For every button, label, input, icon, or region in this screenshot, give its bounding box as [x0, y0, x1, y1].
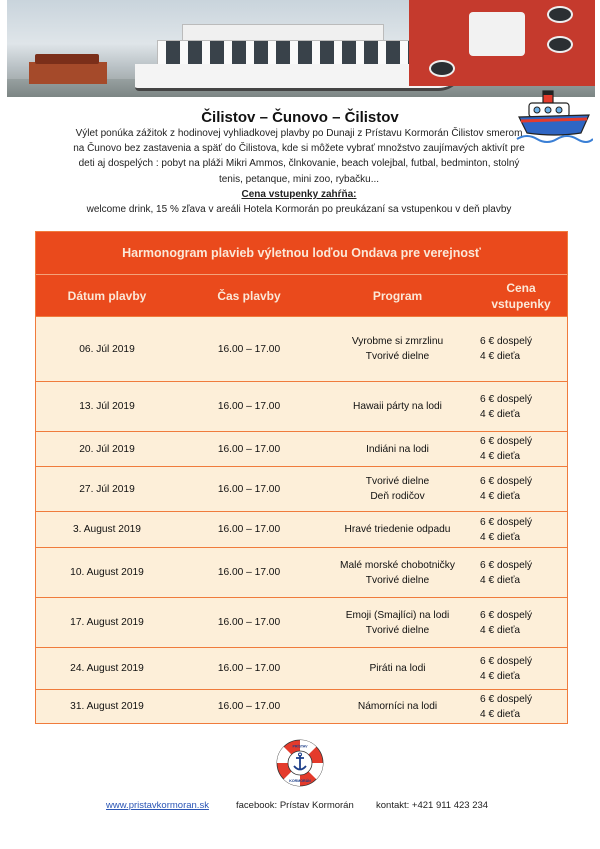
program-line: Námorníci na lodi	[357, 701, 438, 712]
cell-program	[320, 699, 475, 714]
cell-price	[475, 334, 567, 364]
cell-program	[320, 608, 475, 638]
table-row	[36, 647, 567, 689]
cell-price	[475, 692, 567, 722]
table-row	[36, 316, 567, 381]
table-header	[36, 275, 567, 316]
price-child: 4 € dieťa	[480, 351, 521, 362]
price-child: 4 € dieťa	[480, 408, 521, 420]
price-adult: 6 € dospelý	[480, 476, 533, 487]
ship-sign	[469, 12, 525, 56]
cell-time: 16.00 – 17.00	[217, 483, 281, 495]
price-adult: 6 € dospelý	[480, 393, 533, 405]
price-child: 4 € dieťa	[480, 708, 521, 720]
program-line: Malé morské chobotničky	[340, 559, 455, 571]
cell-price	[475, 392, 567, 422]
cell-price	[475, 434, 567, 464]
price-child: 4 € dieťa	[480, 670, 521, 682]
program-line: Indiáni na lodi	[366, 443, 429, 455]
cell-time: 16.00 – 17.00	[217, 617, 281, 628]
program-line: Hawaii párty na lodi	[353, 401, 442, 412]
cell-program	[320, 474, 475, 504]
red-ship-building	[409, 0, 595, 86]
header-date: Dátum plavby	[67, 288, 147, 303]
cell-price	[475, 608, 567, 638]
price-adult: 6 € dospelý	[480, 559, 533, 571]
price-child: 4 € dieťa	[480, 531, 521, 543]
table-row	[36, 466, 567, 511]
table-row	[36, 689, 567, 723]
price-adult: 6 € dospelý	[480, 436, 533, 447]
red-pier-building	[29, 62, 107, 84]
program-line: Deň rodičov	[370, 491, 425, 502]
logo-top-text: PRÍSTAV	[292, 744, 308, 749]
cell-date: 17. August 2019	[70, 617, 144, 628]
cell-date: 31. August 2019	[70, 701, 144, 712]
table-row	[36, 547, 567, 597]
cell-time: 16.00 – 17.00	[217, 401, 281, 412]
facebook-text: facebook: Prístav Kormorán	[236, 800, 354, 811]
intro-line: tenis, petanque, mini zoo, rybačku...	[218, 173, 380, 185]
porthole	[547, 36, 573, 53]
header-photo	[7, 0, 595, 97]
cell-program	[320, 442, 475, 457]
porthole	[547, 6, 573, 23]
table-caption: Harmonogram plavieb výletnou loďou Ondava pre verejnosť	[36, 232, 567, 275]
intro-line: na Čunovo bez zastavenia a späť do Čilistova, kde si môžete vybrať množstvo zaujímavých aktivít pre	[73, 143, 525, 155]
price-adult: 6 € dospelý	[480, 655, 533, 667]
price-child: 4 € dieťa	[480, 624, 521, 636]
cell-program	[320, 399, 475, 414]
table-row	[36, 381, 567, 431]
cell-program	[320, 334, 475, 364]
cell-program	[320, 558, 475, 588]
cell-date: 20. Júl 2019	[79, 443, 135, 455]
program-line: Tvorivé dielne	[365, 476, 430, 487]
porthole	[429, 60, 455, 77]
intro-line: Výlet ponúka zážitok z hodinovej vyhliadkovej plavby po Dunaji z Prístavu Kormorán Čilistov smerom	[75, 128, 523, 139]
price-child: 4 € dieťa	[480, 451, 521, 462]
cell-price	[475, 515, 567, 545]
program-line: Tvorivé dielne	[365, 574, 430, 586]
table-row	[36, 597, 567, 647]
header-price: Cena vstupenky	[491, 280, 551, 311]
header-program: Program	[372, 288, 423, 303]
cell-time: 16.00 – 17.00	[217, 663, 281, 674]
ticket-heading: Cena vstupenky zahŕňa:	[241, 188, 357, 200]
logo-bottom-text: KORMORÁN	[289, 779, 311, 783]
cell-time: 16.00 – 17.00	[217, 524, 281, 535]
price-child: 4 € dieťa	[480, 574, 521, 586]
header-time: Čas plavby	[217, 288, 281, 303]
intro-text	[62, 126, 536, 217]
cell-time: 16.00 – 17.00	[217, 343, 281, 355]
cell-price	[475, 654, 567, 684]
table-row	[36, 431, 567, 466]
cell-price	[475, 474, 567, 504]
schedule-table	[35, 231, 568, 724]
cell-date: 13. Júl 2019	[79, 401, 135, 412]
kormoran-logo-icon	[275, 738, 325, 788]
program-line: Emoji (Smajlíci) na lodi	[345, 609, 450, 621]
cell-program	[320, 661, 475, 676]
cell-price	[475, 558, 567, 588]
website-link[interactable]: www.pristavkormoran.sk	[106, 800, 209, 811]
program-line: Tvorivé dielne	[365, 624, 430, 636]
cell-date: 10. August 2019	[70, 567, 144, 578]
cell-date: 06. Júl 2019	[79, 343, 135, 355]
program-line: Piráti na lodi	[369, 663, 426, 674]
contact-text: kontakt: +421 911 423 234	[376, 800, 489, 811]
cell-date: 24. August 2019	[70, 663, 144, 674]
cell-time: 16.00 – 17.00	[217, 701, 281, 712]
cell-program	[320, 522, 475, 537]
cell-time: 16.00 – 17.00	[217, 443, 281, 455]
program-line: Hravé triedenie odpadu	[344, 524, 451, 535]
price-adult: 6 € dospelý	[480, 693, 533, 705]
price-adult: 6 € dospelý	[480, 336, 533, 347]
cell-date: 27. Júl 2019	[79, 483, 135, 495]
price-adult: 6 € dospelý	[480, 516, 533, 528]
program-line: Tvorivé dielne	[365, 351, 430, 362]
table-row	[36, 511, 567, 547]
price-child: 4 € dieťa	[480, 491, 521, 502]
page-title: Čilistov – Čunovo – Čilistov	[201, 109, 399, 126]
cell-time: 16.00 – 17.00	[217, 567, 281, 578]
ticket-line: welcome drink, 15 % zľava v areáli Hotela Kormorán po preukázaní sa vstupenkou v deň plavby	[86, 204, 512, 216]
price-adult: 6 € dospelý	[480, 609, 533, 621]
program-line: Vyrobme si zmrzlinu	[351, 336, 444, 347]
cell-date: 3. August 2019	[73, 524, 141, 535]
intro-line: deti aj dospelých : pobyt na pláži Mikri Ammos, člnkovanie, beach volejbal, futbal, bedminton, stolný	[78, 158, 520, 170]
